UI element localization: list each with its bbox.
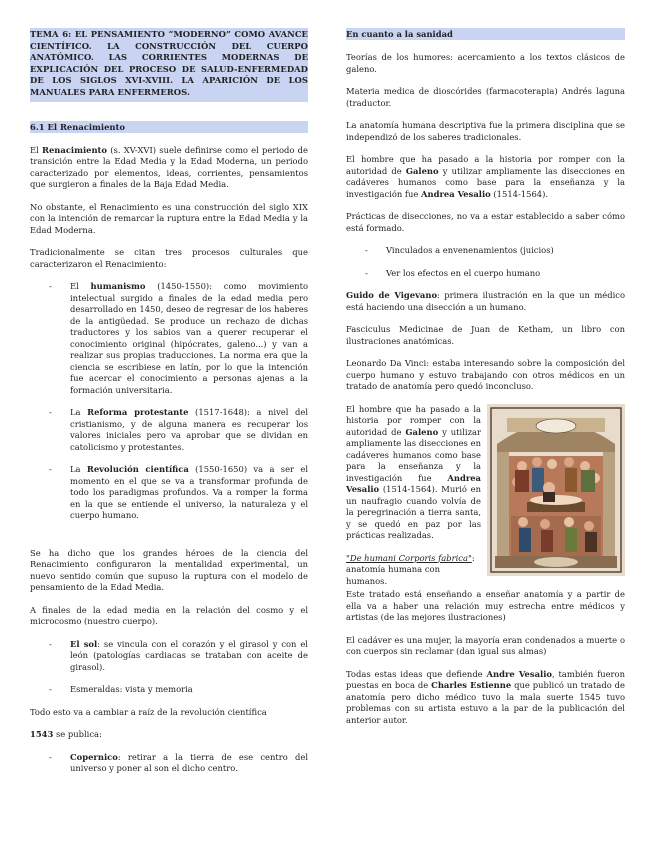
engraving-illustration — [487, 404, 625, 576]
paragraph: El hombre que ha pasado a la historia por romper con la autoridad de Galeno y utilizar ampliamente las disecciones en cadáveres humanos como base para la enseñanza y la investigación fue Andrea Vesalio (1514-1564). — [346, 154, 626, 199]
paragraph: El hombre que ha pasado a la historia por romper con la autoridad de Galeno y utilizar ampliamente las disecciones en cadáveres humanos como base para la enseñanza y la investigación fue Andrea Vesalio (1514-1564). Murió en un naufragio cuando volvía de la peregrinación a tierra santa, y se quedó en paz por las prácticas realizadas. — [346, 403, 481, 540]
list-item: - Vinculados a envenenamientos (juicios) — [386, 245, 625, 257]
fabrica-frontispiece-image — [487, 404, 625, 576]
document-title: TEMA 6: EL PENSAMIENTO “MODERNO” COMO AVANCE CIENTÍFICO. LA CONSTRUCCIÓN DEL CUERPO ANATÓMICO. LAS CORRIENTES MODERNAS DE EXPLICACIÓN DEL PROCESO DE SALUD-ENFERMEDAD DE LOS SIGLOS XVI-XVIII. LA APARICIÓN DE LOS MANUALES PARA ENFERMEROS. — [30, 28, 308, 102]
paragraph: Tradicionalmente se citan tres procesos culturales que caracterizaron el Renacimiento: — [30, 247, 308, 269]
paragraph: El Renacimiento (s. XV-XVI) suele definirse como el periodo de transición entre la Edad Media y la Edad Moderna, un periodo caracterizado por elementos, ideas, corrientes, pensamientos que surgieron a finales de la Baja Edad Media. — [30, 144, 308, 190]
cosmos-list — [30, 639, 308, 696]
paragraph: 1543 se publica: — [30, 729, 102, 740]
paragraph: "De humani Corporis fabrica": anatomía humana con humanos. — [346, 552, 475, 586]
paragraph: Leonardo Da Vinci: estaba interesando sobre la composición del cuerpo humano y estuvo trabajando con otros médicos en un tratado de anatomía pero quedó inconcluso. — [346, 358, 625, 391]
book-title: "De humani Corporis fabrica" — [346, 552, 472, 563]
dissection-list — [346, 245, 625, 279]
paragraph: Materia medica de dioscórides (farmacoterapia) Andrés laguna (traductor. — [346, 86, 625, 108]
list-item: - Ver los efectos en el cuerpo humano — [386, 268, 625, 280]
paragraph: No obstante, el Renacimiento es una construcción del siglo XIX con la intención de remarcar la ruptura entre la Edad Media y la Edad Moderna. — [30, 201, 308, 235]
paragraph: Teorías de los humores: acercamiento a los textos clásicos de galeno. — [346, 52, 625, 74]
paragraph: Prácticas de disecciones, no va a estar establecido a saber cómo está formado. — [346, 211, 625, 233]
paragraph: Todas estas ideas que defiende Andre Vesalio, también fueron puestas en boca de Charles Estienne que publicó un tratado de anatomía pero dicho médico tuvo la mala suerte 1545 tuvo problemas con su artista estuvo a la par de la publicación del anterior autor. — [346, 668, 625, 725]
cultural-processes-list — [30, 281, 308, 522]
paragraph: Este tratado está enseñando a enseñar anatomía y a partir de ella va a haber una relación muy estrecha entre médicos y artistas (de las mejores ilustraciones) — [346, 589, 625, 622]
right-column — [346, 28, 625, 726]
paragraph: La anatomía humana descriptiva fue la primera disciplina que se independizó de los saberes tradicionales. — [346, 120, 625, 142]
paragraph: Fasciculus Medicinae de Juan de Ketham, un libro con ilustraciones anatómicas. — [346, 324, 625, 346]
paragraph: El cadáver es una mujer, la mayoría eran condenados a muerte o con cuerpos sin reclamar (dan igual sus almas) — [346, 634, 625, 656]
list-item: - Copernico: retirar a la tierra de ese centro del universo y poner al son el dicho centro. — [70, 752, 308, 775]
vesalio-block — [346, 404, 625, 588]
paragraph: A finales de la edad media en la relación del cosmo y el microcosmo (nuestro cuerpo). — [30, 604, 308, 627]
paragraph: Se ha dicho que los grandes héroes de la ciencia del Renacimiento configuraron la mentalidad experimental, un nuevo sentido común que supuso la ruptura con el modelo de pensamiento de la Edad Media. — [30, 547, 308, 593]
list-item: - Esmeraldas: vista y memoria — [70, 684, 308, 696]
list-item: - El sol: se vincula con el corazón y el girasol y con el león (patologías cardiacas se trataban con aceite de girasol). — [70, 639, 308, 674]
section-heading-sanidad: En cuanto a la sanidad — [346, 28, 625, 40]
section-heading-renacimiento: 6.1 El Renacimiento — [30, 121, 308, 133]
paragraph: Guido de Vigevano: primera ilustración en la que un médico está haciendo una disección a un humano. — [346, 290, 625, 312]
list-item: - El humanismo (1450-1550): como movimiento intelectual surgido a finales de la edad media pero desarrollado en 1450, deseo de regresar de los haberes de la antigüedad. Se produce un rechazo de dichas traductores y los sabios van a querer recuperar el conocimiento original (hipócrates, galeno...) y van a realizar sus propias traducciones. La norma era que la ciencia se escribiese en latín, por lo que la intención fue acercar el conocimiento a personas ajenas a la formación universitaria. — [70, 281, 308, 396]
list-item: - La Revolución científica (1550-1650) va a ser el momento en el que se va a transformar profunda de todo los paradigmas profundos. Va a romper la forma en la que se entiende el universo, la naturaleza y el cuerpo humano. — [70, 464, 308, 522]
list-item: - La Reforma protestante (1517-1648): a nivel del cristianismo, y de alguna manera es recuperar los valores iniciales pero va aprobar que se dividan en catolicismo y protestantes. — [70, 407, 308, 453]
paragraph: Todo esto va a cambiar a raíz de la revolución científica — [30, 706, 267, 717]
publications-list — [30, 752, 308, 775]
left-column — [30, 28, 308, 775]
